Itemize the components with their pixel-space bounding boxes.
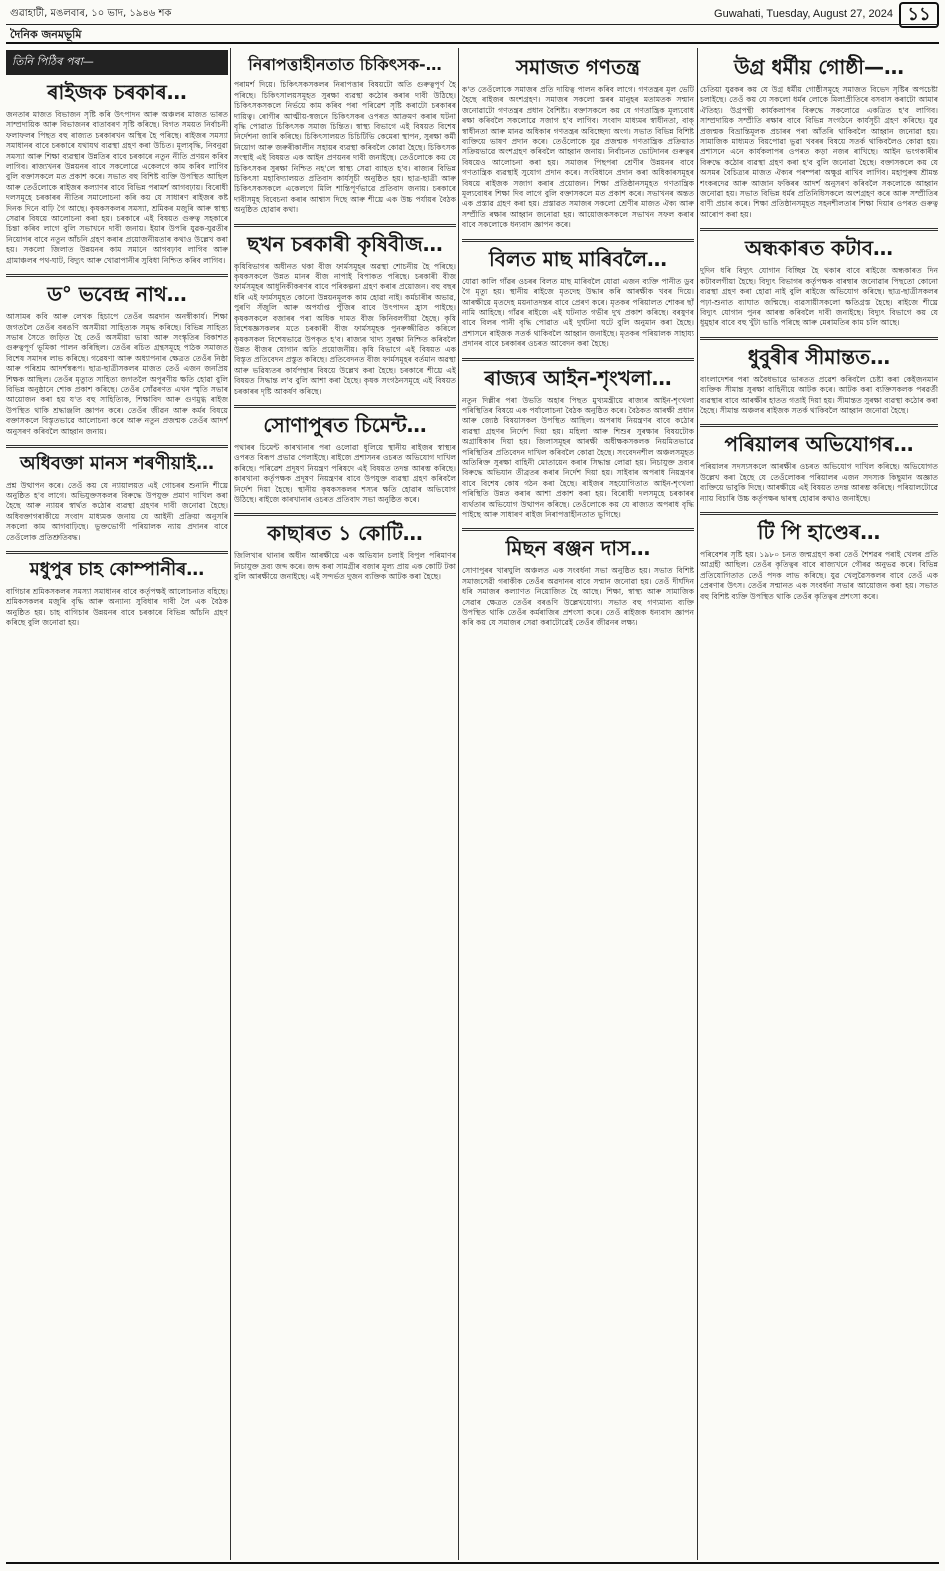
article-divider — [6, 274, 228, 277]
article-body: সোণাপুৰৰ খাৰঘুলি অঞ্চলত এক সংবৰ্ধনা সভা অনুষ্ঠিত হয়। সভাত বিশিষ্ট সমাজসেৱী গৰাকীক তেওঁৰ অৱদানৰ বাবে সন্মান জনোৱা হয়। তেওঁ দীৰ্ঘদিন ধৰি সমাজৰ কল্যাণত নিয়োজিত হৈ আছে। শিক্ষা, স্বাস্থ্য আৰু সামাজিক সেৱাৰ ক্ষেত্ৰত তেওঁৰ বৰঙণি উল্লেখযোগ্য। সভাত বহু গণ্যমান্য ব্যক্তি উপস্থিত থাকি তেওঁৰ কৰ্মৰাজিৰ প্ৰশংসা কৰে। তেওঁ ৰাইজক ধন্যবাদ জ্ঞাপন কৰি কয় যে সমাজৰ সেৱা কৰাটোৱেই তেওঁৰ জীৱনৰ লক্ষ্য। — [462, 566, 694, 628]
header-rule-thick — [6, 42, 939, 44]
article-headline: ড° ভবেন্দ্ৰ নাথ… — [47, 282, 187, 307]
article-body: প্ৰশ্ন উত্থাপন কৰে। তেওঁ কয় যে ন্যায়ালয়ত এই গোচৰৰ শুনানি শীঘ্ৰে অনুষ্ঠিত হ'ব লাগে। অভিযুক্তসকলৰ বিৰুদ্ধে উপযুক্ত প্ৰমাণ দাখিল কৰা হৈছে আৰু ন্যায়ৰ স্বাৰ্থত কঠোৰ ব্যৱস্থা গ্ৰহণৰ দাবী জনোৱা হৈছে। অধিবক্তাগৰাকীয়ে সংবাদ মাধ্যমক জনায় যে আইনী প্ৰক্ৰিয়া অনুসৰি সকলো কাম আগবাঢ়িছে। ভুক্তভোগী পৰিয়ালক ন্যায় প্ৰদানৰ বাবে তেওঁলোক প্ৰতিশ্ৰুতিবদ্ধ। — [6, 480, 228, 542]
article-body: যোৱা কালি গাঁৱৰ ওচৰৰ বিলত মাছ মাৰিবলৈ যোৱা এজন ব্যক্তি পানীত ডুব গৈ মৃত্যু হয়। স্থানীয় ৰাইজে মৃতদেহ উদ্ধাৰ কৰি আৰক্ষীক খবৰ দিয়ে। আৰক্ষীয়ে মৃতদেহ ময়নাতদন্তৰ বাবে প্ৰেৰণ কৰে। মৃতকৰ পৰিয়ালত শোকৰ ছাঁ নামি আহিছে। গাঁৱৰ ৰাইজে এই ঘটনাত গভীৰ দুখ প্ৰকাশ কৰিছে। বৰষুণৰ বাবে বিলৰ পানী বৃদ্ধি পোৱাত এই দুৰ্ঘটনা ঘটে বুলি অনুমান কৰা হৈছে। প্ৰশাসনে ৰাইজক সতৰ্ক থাকিবলৈ আহ্বান জনাইছে। মৃতকৰ পৰিয়ালক সাহায্য প্ৰদানৰ বাবে চৰকাৰৰ ওচৰত আবেদন কৰা হৈছে। — [462, 276, 694, 349]
article-divider — [462, 528, 694, 531]
section-tag: তিনি পিঠিৰ পৰা— — [6, 50, 228, 75]
article — [234, 414, 456, 505]
article-divider — [234, 224, 456, 227]
article-divider — [700, 424, 938, 427]
article — [700, 237, 938, 328]
article-headline: উগ্ৰ ধৰ্মীয় গোষ্ঠী—… — [733, 55, 905, 79]
article-headline: অন্ধকাৰত কটাব… — [744, 236, 893, 261]
article — [462, 537, 694, 628]
article — [234, 56, 456, 216]
article — [6, 81, 228, 266]
article-body: পৰিয়ালৰ সদস্যসকলে আৰক্ষীৰ ওচৰত অভিযোগ দাখিল কৰিছে। অভিযোগত উল্লেখ কৰা হৈছে যে তেওঁলোকৰ পৰিয়ালৰ এজন সদস্যক কিছুমান অজ্ঞাত ব্যক্তিয়ে ভাবুকি দিছে। আৰক্ষীয়ে এই বিষয়ত তদন্ত আৰম্ভ কৰিছে। পৰিয়ালটোৱে ন্যায় বিচাৰি উচ্চ কৰ্তৃপক্ষৰ দ্বাৰস্থ হোৱাৰ কথাও জনাইছে। — [700, 462, 938, 503]
article-headline: ৰাইজক চৰকাৰ… — [47, 80, 187, 104]
article-divider — [462, 358, 694, 361]
article-headline: নিৰাপত্তাহীনতাত চিকিৎসক-… — [248, 55, 442, 74]
article — [700, 346, 938, 417]
column-3 — [462, 50, 694, 1562]
article-body: দুদিন ধৰি বিদ্যুৎ যোগান বিচ্ছিন্ন হৈ থকাৰ বাবে ৰাইজে অন্ধকাৰত দিন কটাবলগীয়া হৈছে। বিদ্যুৎ বিভাগৰ কৰ্তৃপক্ষক বাৰম্বাৰ জনোৱাৰ পিছতো কোনো ব্যৱস্থা গ্ৰহণ কৰা হোৱা নাই বুলি ৰাইজে অভিযোগ কৰিছে। ছাত্ৰ-ছাত্ৰীসকলৰ পঢ়া-শুনাত ব্যাঘাত জন্মিছে। ব্যৱসায়ীসকলো ক্ষতিগ্ৰস্ত হৈছে। ৰাইজে শীঘ্ৰে বিদ্যুৎ যোগান পুনৰ আৰম্ভ কৰিবলৈ দাবী জনাইছে। বিদ্যুৎ বিভাগে কয় যে ধুমুহাৰ বাবে বহু খুঁটা ভাঙি পৰিছে আৰু মেৰামতিৰ কাম চলি আছে। — [700, 266, 938, 328]
article-headline: মিছন ৰঞ্জন দাস… — [505, 536, 651, 561]
column-4 — [700, 50, 938, 1562]
article-divider — [700, 337, 938, 340]
page-header — [6, 2, 939, 46]
article-headline: পৰিয়ালৰ অভিযোগৰ… — [724, 432, 914, 457]
article — [462, 56, 694, 231]
article — [462, 367, 694, 521]
article-body: পথাৰৰ চিমেন্ট কাৰখানাৰ পৰা ওলোৱা ধূলিয়ে স্থানীয় ৰাইজৰ স্বাস্থ্যৰ ওপৰত বিৰূপ প্ৰভাৱ পেলাইছে। ৰাইজে প্ৰশাসনৰ ওচৰত অভিযোগ দাখিল কৰিছে। পৰিৱেশ প্ৰদূষণ নিয়ন্ত্ৰণ পৰিষদে এই বিষয়ত তদন্ত আৰম্ভ কৰিছে। কাৰখানা কৰ্তৃপক্ষক প্ৰদূষণ নিয়ন্ত্ৰণৰ বাবে উপযুক্ত ব্যৱস্থা গ্ৰহণ কৰিবলৈ নিৰ্দেশ দিয়া হৈছে। স্থানীয় কৃষকসকলৰ শস্যৰ ক্ষতি হোৱাৰ অভিযোগ উঠিছে। ৰাইজে কাৰখানাৰ ওচৰত প্ৰতিবাদ সভা অনুষ্ঠিত কৰে। — [234, 442, 456, 504]
article-headline: ৰাজ্যৰ আইন-শৃংখলা… — [484, 365, 672, 390]
article-headline: সমাজত গণতন্ত্ৰ — [515, 55, 641, 79]
header-date-assamese: গুৱাহাটী, মঙলবাৰ, ১০ ভাদ, ১৯৪৬ শক — [10, 8, 172, 19]
article — [6, 454, 228, 543]
article — [6, 283, 228, 437]
header-date-english: Guwahati, Tuesday, August 27, 2024 — [714, 8, 893, 20]
article-headline: কাছাৰত ১ কোটি… — [267, 521, 423, 546]
article — [6, 560, 228, 628]
article-divider — [6, 445, 228, 448]
column-divider — [458, 48, 459, 1560]
article-body: জনতাৰ মাজত বিভাজন সৃষ্টি কৰি উৎপাদন আৰু অঞ্চলৰ মাজত ভাৰত সাম্প্ৰদায়িক আৰু বিভাজনৰ বাতাবৰণ সৃষ্টি কৰিছে। বিগত সময়ত নিৰ্বাচনী ফলাফলৰ পিছত বহু ৰাজ্যত চৰকাৰখন অস্থিৰ হৈ পৰিছে। ৰাইজৰ সমস্যা সমাধানৰ বাবে চৰকাৰে যথাযথ ব্যৱস্থা গ্ৰহণ কৰা উচিত। মূল্যবৃদ্ধি, নিবনুৱা সমস্যা আৰু শিক্ষা ব্যৱস্থাৰ উন্নতিৰ বাবে চৰকাৰে নতুন নীতি প্ৰণয়ন কৰিব লাগিব। ৰাজ্যখনৰ উন্নয়নৰ বাবে সকলোৱে একেলগে কাম কৰিব লাগিব বুলি বক্তাসকলে মত প্ৰকাশ কৰে। সভাত বহু বিশিষ্ট ব্যক্তি উপস্থিত আছিল আৰু তেওঁলোকে ৰাইজৰ কল্যাণৰ বাবে বিভিন্ন পৰামৰ্শ আগবঢ়ায়। বিৰোধী দলসমূহে চৰকাৰৰ নীতিৰ সমালোচনা কৰি কয় যে সাধাৰণ ৰাইজৰ কষ্ট দিনক দিনে বাঢ়ি গৈ আছে। কৃষকসকলৰ সমস্যা, শ্ৰমিকৰ মজুৰি আৰু স্বাস্থ্য সেৱাৰ বিষয়ে আলোচনা কৰা হয়। চৰকাৰে এই বিষয়ত গুৰুত্ব সহকাৰে চিন্তা কৰিব লাগে বুলি সভাখনে দাবী জনায়। ইয়াৰ উপৰি যুৱক-যুৱতীৰ নিয়োগৰ বাবে নতুন আঁচনি গ্ৰহণ কৰাৰ প্ৰয়োজনীয়তাৰ কথাও উল্লেখ কৰা হয়। সকলো জিলাত উন্নয়নৰ কাম সমানে আগবঢ়াব লাগিব আৰু গ্ৰামাঞ্চলৰ পথ-ঘাট, বিদ্যুৎ আৰু খোৱাপানীৰ সুবিধা নিশ্চিত কৰিব লাগিব। — [6, 110, 228, 265]
masthead: দৈনিক জনমভূমি — [10, 28, 82, 41]
article-body: নতুন দিল্লীৰ পৰা উভতি অহাৰ পিছত মুখ্যমন্ত্ৰীয়ে ৰাজ্যৰ আইন-শৃংখলা পৰিস্থিতিৰ বিষয়ে এক পৰ্যালোচনা বৈঠক অনুষ্ঠিত কৰে। বৈঠকত আৰক্ষী প্ৰধান আৰু জ্যেষ্ঠ বিষয়াসকল উপস্থিত আছিল। অপৰাধ নিয়ন্ত্ৰণৰ বাবে কঠোৰ ব্যৱস্থা গ্ৰহণৰ নিৰ্দেশ দিয়া হয়। মহিলা আৰু শিশুৰ সুৰক্ষাৰ বিষয়টোক অগ্ৰাধিকাৰ দিয়া হয়। জিলাসমূহৰ আৰক্ষী অধীক্ষকসকলক নিয়মিতভাৱে পৰিস্থিতিৰ প্ৰতিবেদন দাখিল কৰিবলৈ কোৱা হৈছে। সংবেদনশীল অঞ্চলসমূহত অতিৰিক্ত সুৰক্ষা বাহিনী মোতায়েন কৰাৰ সিদ্ধান্ত লোৱা হয়। নিচাযুক্ত দ্ৰব্যৰ বিৰুদ্ধে অভিযান তীব্ৰতৰ কৰাৰ নিৰ্দেশ দিয়া হয়। সাইবাৰ অপৰাধ নিয়ন্ত্ৰণৰ বাবে বিশেষ কোষ গঠন কৰা হৈছে। ৰাইজৰ সহযোগিতাত আইন-শৃংখলা পৰিস্থিতি উন্নত কৰাৰ আশা প্ৰকাশ কৰা হয়। বিৰোধী দলসমূহে চৰকাৰৰ ব্যৰ্থতাৰ অভিযোগ উত্থাপন কৰিছে। তেওঁলোকে কয় যে ৰাজ্যত অপৰাধ বৃদ্ধি পাইছে আৰু সাধাৰণ ৰাইজ নিৰাপত্তাহীনতাত ভুগিছে। — [462, 395, 694, 519]
article — [700, 521, 938, 602]
article-divider — [234, 513, 456, 516]
column-divider — [230, 48, 231, 1560]
article-headline: টি পি হাণ্ডেৰ… — [757, 519, 881, 544]
column-divider — [697, 48, 698, 1560]
article-body: বাংলাদেশৰ পৰা অবৈধভাৱে ভাৰতত প্ৰৱেশ কৰিবলৈ চেষ্টা কৰা কেইজনমান ব্যক্তিক সীমান্ত সুৰক্ষা বাহিনীয়ে আটক কৰে। আটক কৰা ব্যক্তিসকলক পৰৱৰ্তী ব্যৱস্থাৰ বাবে আৰক্ষীৰ হাতত গতাই দিয়া হয়। সীমান্তত সুৰক্ষা ব্যৱস্থা কঠোৰ কৰা হৈছে। সীমান্ত অঞ্চলৰ ৰাইজক সতৰ্ক থাকিবলৈ আহ্বান জনোৱা হৈছে। — [700, 374, 938, 415]
article-headline: মধুপুৰ চাহ কোম্পানীৰ… — [29, 559, 205, 581]
article-body: আসামৰ কবি আৰু লেখক হিচাপে তেওঁৰ অৱদান অনস্বীকাৰ্য। শিক্ষা জগতলৈ তেওঁৰ বৰঙণি অসমীয়া সাহিত্যক সমৃদ্ধ কৰিছে। বিভিন্ন সাহিত্য সভাৰ সৈতে জড়িত হৈ তেওঁ অসমীয়া ভাষা আৰু সংস্কৃতিৰ বিকাশত গুৰুত্বপূৰ্ণ ভূমিকা পালন কৰিছিল। তেওঁৰ ৰচিত গ্ৰন্থসমূহে পাঠক সমাজত বিশেষ সমাদৰ লাভ কৰিছে। গৱেষণা আৰু অধ্যাপনাৰ ক্ষেত্ৰত তেওঁৰ নিষ্ঠা আৰু পৰিশ্ৰম আদৰ্শস্বৰূপ। ছাত্ৰ-ছাত্ৰীসকলৰ মাজত তেওঁ এজন জনপ্ৰিয় শিক্ষক আছিল। তেওঁৰ মৃত্যুত সাহিত্য জগতলৈ অপূৰণীয় ক্ষতি হোৱা বুলি বিভিন্ন অনুষ্ঠানে শোক প্ৰকাশ কৰিছে। তেওঁৰ সোঁৱৰণত এখন স্মৃতি সভাৰ আয়োজন কৰা হয় য'ত বহু সাহিত্যিক, শিক্ষাবিদ আৰু গুণমুগ্ধ ৰাইজ উপস্থিত থাকি শ্ৰদ্ধাঞ্জলি জ্ঞাপন কৰে। তেওঁৰ জীৱন আৰু কৰ্মৰ বিষয়ে বক্তাসকলে বিস্তৃতভাৱে আলোচনা কৰে আৰু নতুন প্ৰজন্মক তেওঁৰ আদৰ্শ অনুসৰণ কৰিবলৈ আহ্বান জনায়। — [6, 312, 228, 436]
article — [700, 433, 938, 504]
article-divider — [700, 512, 938, 515]
article — [700, 56, 938, 220]
article — [234, 522, 456, 582]
article-body: পৰামৰ্শ দিয়ে। চিকিৎসকসকলৰ নিৰাপত্তাৰ বিষয়টো অতি গুৰুত্বপূৰ্ণ হৈ পৰিছে। চিকিৎসালয়সমূহত সুৰক্ষা ব্যৱস্থা কঠোৰ কৰাৰ দাবী উঠিছে। চিকিৎসকসকলে নিৰ্ভয়ে কাম কৰিব পৰা পৰিৱেশ সৃষ্টি কৰাটো চৰকাৰৰ দায়িত্ব। ৰোগীৰ আত্মীয়-স্বজনে চিকিৎসকৰ ওপৰত আক্ৰমণ কৰাৰ ঘটনা বৃদ্ধি পোৱাত চিকিৎসক সমাজ চিন্তিত। স্বাস্থ্য বিভাগে এই বিষয়ত বিশেষ নিৰ্দেশনা জাৰি কৰিছে। চিকিৎসালয়ত চিচিটিভি কেমেৰা স্থাপন, সুৰক্ষা কৰ্মী নিয়োগ আৰু জৰুৰীকালীন সহায়ৰ ব্যৱস্থা কৰিবলৈ কোৱা হৈছে। চিকিৎসক সংস্থাই এই বিষয়ত এক আইন প্ৰণয়নৰ দাবী জনাইছে। তেওঁলোকে কয় যে চিকিৎসকৰ সুৰক্ষা নিশ্চিত নহ'লে স্বাস্থ্য সেৱা ব্যাহত হ'ব। ৰাজ্যৰ বিভিন্ন চিকিৎসা মহাবিদ্যালয়ত প্ৰতিবাদ কাৰ্যসূচী অনুষ্ঠিত হয়। ছাত্ৰ-ছাত্ৰী আৰু চিকিৎসকসকলে একেলগে মিলি শান্তিপূৰ্ণভাৱে প্ৰতিবাদ জনায়। চৰকাৰে দাবীসমূহ বিবেচনা কৰাৰ আশ্বাস দিছে আৰু শীঘ্ৰে এক উচ্চ পৰ্যায়ৰ বৈঠক অনুষ্ঠিত হোৱাৰ কথা। — [234, 80, 456, 215]
article — [234, 233, 456, 397]
article-body: কৃষিবিভাগৰ অধীনত থকা বীজ ফাৰ্মসমূহৰ অৱস্থা শোচনীয় হৈ পৰিছে। কৃষকসকলে উন্নত মানৰ বীজ নাপাই বিপাকত পৰিছে। চৰকাৰী বীজ ফাৰ্মসমূহৰ আধুনিকীকৰণৰ বাবে পৰিকল্পনা গ্ৰহণ কৰাৰ প্ৰয়োজন। বহু বছৰ ধৰি এই ফাৰ্মসমূহত কোনো উন্নয়নমূলক কাম হোৱা নাই। কৰ্মচাৰীৰ অভাৱ, পুৰণি সঁজুলি আৰু অপৰ্যাপ্ত পুঁজিৰ বাবে উৎপাদন হ্ৰাস পাইছে। কৃষকসকলে বজাৰৰ পৰা অধিক দামত বীজ কিনিবলগীয়া হৈছে। কৃষি বিশেষজ্ঞসকলৰ মতে চৰকাৰী বীজ ফাৰ্মসমূহক পুনৰুজ্জীৱিত কৰিলে কৃষকসকল বিশেষভাৱে উপকৃত হ'ব। ৰাজ্যৰ খাদ্য সুৰক্ষা নিশ্চিত কৰিবলৈ উন্নত বীজৰ যোগান অতি প্ৰয়োজনীয়। কৃষি বিভাগে এই বিষয়ত এক বিস্তৃত প্ৰতিবেদন প্ৰস্তুত কৰিছে। প্ৰতিবেদনত বীজ ফাৰ্মসমূহৰ বৰ্তমান অৱস্থা আৰু ভৱিষ্যতৰ কাৰ্যপন্থাৰ বিষয়ে উল্লেখ কৰা হৈছে। চৰকাৰে শীঘ্ৰে এই বিষয়ত সিদ্ধান্ত ল'ব বুলি আশা কৰা হৈছে। কৃষক সংগঠনসমূহে এই বিষয়ত চৰকাৰৰ দৃষ্টি আকৰ্ষণ কৰিছে। — [234, 261, 456, 396]
page-footer-rule — [6, 1562, 939, 1564]
page-number: ১১ — [899, 2, 939, 28]
article-headline: সোণাপুৰত চিমেন্ট… — [263, 412, 427, 437]
column-2 — [234, 50, 456, 1562]
article-body: পৰিবেশৰ সৃষ্টি হয়। ১৯৮০ চনত জন্মগ্ৰহণ কৰা তেওঁ শৈশৱৰ পৰাই খেলৰ প্ৰতি আগ্ৰহী আছিল। তেওঁৰ কৃতিত্বৰ বাবে ৰাজ্যখনে গৌৰৱ অনুভৱ কৰে। বিভিন্ন প্ৰতিযোগিতাত তেওঁ পদক লাভ কৰিছে। যুৱ খেলুৱৈসকলৰ বাবে তেওঁ এক প্ৰেৰণাৰ উৎস। তেওঁৰ সন্মানত এক সংবৰ্ধনা সভাৰ আয়োজন কৰা হয়। সভাত বহু বিশিষ্ট ব্যক্তি উপস্থিত থাকি তেওঁৰ কৃতিত্বৰ প্ৰশংসা কৰে। — [700, 549, 938, 601]
article-divider — [462, 239, 694, 242]
article-divider — [700, 228, 938, 231]
column-1 — [6, 50, 228, 1562]
article-headline: ধুবুৰীৰ সীমান্তত… — [747, 344, 891, 369]
article-body: বাগিচাৰ শ্ৰমিকসকলৰ সমস্যা সমাধানৰ বাবে কৰ্তৃপক্ষই আলোচনাত বহিছে। শ্ৰমিকসকলৰ মজুৰি বৃদ্ধি আৰু অন্যান্য সুবিধাৰ দাবী লৈ এক বৈঠক অনুষ্ঠিত হয়। চাহ বাগিচাৰ উন্নয়নৰ বাবে চৰকাৰে বিভিন্ন আঁচনি গ্ৰহণ কৰিছে বুলি জনোৱা হয়। — [6, 586, 228, 627]
article — [462, 248, 694, 350]
article-body: জিলিখাৰ থানাৰ অধীন আৰক্ষীয়ে এক অভিযান চলাই বিপুল পৰিমাণৰ নিচাযুক্ত দ্ৰব্য জব্দ কৰে। জব্দ কৰা সামগ্ৰীৰ বজাৰ মূল্য প্ৰায় এক কোটি টকা বুলি আৰক্ষীয়ে জনাইছে। এই সন্দৰ্ভত দুজন ব্যক্তিক আটক কৰা হৈছে। — [234, 551, 456, 582]
article-headline: বিলত মাছ মাৰিবলৈ… — [488, 246, 668, 271]
article-headline: ছখন চৰকাৰী কৃষিবীজ… — [247, 231, 443, 256]
article-body: ক'ত তেওঁলোকে সমাজৰ প্ৰতি দায়িত্ব পালন কৰিব লাগে। গণতন্ত্ৰৰ মূল ভেটি হৈছে ৰাইজৰ অংশগ্ৰহণ। সমাজৰ সকলো স্তৰৰ মানুহৰ মতামতক সন্মান জনোৱাটো গণতন্ত্ৰৰ প্ৰধান বৈশিষ্ট্য। বক্তাসকলে কয় যে গণতান্ত্ৰিক মূল্যবোধ ৰক্ষা কৰিবলৈ সকলোৱে সজাগ হ'ব লাগিব। সংবাদ মাধ্যমৰ স্বাধীনতা, বাক্ স্বাধীনতা আৰু মানৱ অধিকাৰ গণতন্ত্ৰৰ অবিচ্ছেদ্য অংগ। সভাত বিভিন্ন বিশিষ্ট ব্যক্তিয়ে ভাষণ প্ৰদান কৰে। তেওঁলোকে যুৱ প্ৰজন্মক গণতান্ত্ৰিক প্ৰক্ৰিয়াত সক্ৰিয়ভাৱে অংশগ্ৰহণ কৰিবলৈ আহ্বান জনায়। নিৰ্বাচনত ভোটদানৰ গুৰুত্বৰ বিষয়েও আলোচনা কৰা হয়। সমাজৰ পিছপৰা শ্ৰেণীৰ উন্নয়নৰ বাবে গণতান্ত্ৰিক ব্যৱস্থাই সুযোগ প্ৰদান কৰে। সংবিধানে প্ৰদান কৰা অধিকাৰসমূহৰ বিষয়ে ৰাইজক সজাগ কৰাৰ প্ৰয়োজন। শিক্ষা প্ৰতিষ্ঠানসমূহত গণতান্ত্ৰিক মূল্যবোধৰ শিক্ষা দিব লাগে বুলি বক্তাসকলে মত প্ৰকাশ কৰে। সভাখনৰ অন্তত এক প্ৰস্তাৱ গ্ৰহণ কৰা হয়। প্ৰস্তাৱত সমাজৰ সকলো শ্ৰেণীৰ মাজত ঐক্য আৰু সম্প্ৰীতি ৰক্ষাৰ আহ্বান জনোৱা হয়। আয়োজকসকলে সভাখন সফল কৰাৰ বাবে সকলোকে ধন্যবাদ জ্ঞাপন কৰে। — [462, 85, 694, 230]
article-divider — [234, 405, 456, 408]
article-divider — [6, 551, 228, 554]
article-body: চেতিয়া যুৱকৰ কয় যে উগ্ৰ ধৰ্মীয় গোষ্ঠীসমূহে সমাজত বিভেদ সৃষ্টিৰ অপচেষ্টা চলাইছে। তেওঁ কয় যে সকলো ধৰ্মৰ লোকে মিলাপ্ৰীতিৰে বসবাস কৰাটো আমাৰ ঐতিহ্য। উগ্ৰপন্থী কাৰ্যকলাপৰ বিৰুদ্ধে সকলোৱে একত্ৰিত হ'ব লাগিব। সাম্প্ৰদায়িক সম্প্ৰীতি ৰক্ষাৰ বাবে বিভিন্ন সংগঠনে কাৰ্যসূচী গ্ৰহণ কৰিছে। যুৱ প্ৰজন্মক বিভ্ৰান্তিমূলক প্ৰচাৰৰ পৰা আঁতৰি থাকিবলৈ আহ্বান জনোৱা হয়। সামাজিক মাধ্যমত বিয়পোৱা ভুৱা খবৰৰ বিষয়ে সতৰ্ক থাকিবলৈও কোৱা হয়। প্ৰশাসনে এনে কাৰ্যকলাপৰ ওপৰত কড়া নজৰ ৰাখিছে। আইন ভংগকাৰীৰ বিৰুদ্ধে কঠোৰ ব্যৱস্থা গ্ৰহণ কৰা হ'ব বুলি জনোৱা হৈছে। বক্তাসকলে কয় যে অসমৰ বৈচিত্ৰ্যৰ মাজত ঐক্যৰ পৰম্পৰা অক্ষুণ্ণ ৰাখিব লাগিব। মহাপুৰুষ শ্ৰীমন্ত শংকৰদেৱ আৰু আজান ফকিৰৰ আদৰ্শ অনুসৰণ কৰিবলৈ সকলোকে আহ্বান জনোৱা হয়। সভাত বিভিন্ন ধৰ্মৰ প্ৰতিনিধিসকলে অংশগ্ৰহণ কৰে আৰু সম্প্ৰীতিৰ বাণী প্ৰচাৰ কৰে। শিক্ষা প্ৰতিষ্ঠানসমূহত সহনশীলতাৰ শিক্ষা দিয়াৰ ওপৰত গুৰুত্ব আৰোপ কৰা হয়। — [700, 85, 938, 219]
article-headline: অধিবক্তা মানস শৰণীয়াই… — [20, 452, 214, 474]
header-rule — [6, 24, 939, 25]
